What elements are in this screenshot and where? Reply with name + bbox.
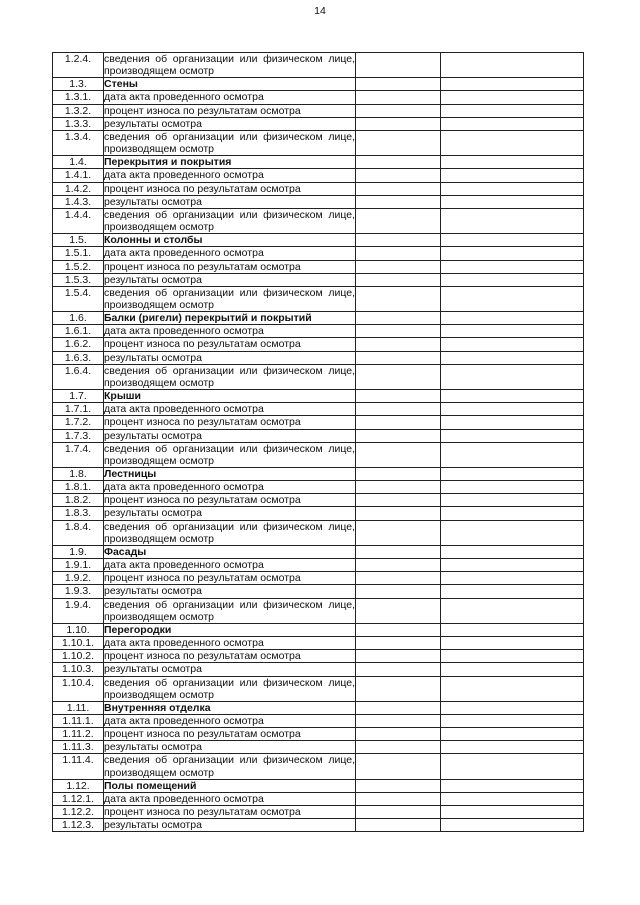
value-cell: [356, 416, 441, 429]
table-row: [53, 819, 584, 832]
row-description: сведения об организации или физическом лице, производящем осмотр: [104, 442, 355, 467]
table-row: [53, 182, 584, 195]
row-number: 1.11.2.: [53, 728, 104, 741]
row-description: процент износа по результатам осмотра: [104, 494, 356, 507]
row-number: 1.9.4.: [53, 598, 104, 623]
note-cell: [441, 247, 584, 260]
row-number: 1.11.3.: [53, 741, 104, 754]
row-number: 1.8.2.: [53, 494, 104, 507]
row-number: 1.9.1.: [53, 559, 104, 572]
row-number: 1.4.3.: [53, 195, 104, 208]
note-cell: [441, 169, 584, 182]
table-row: [53, 741, 584, 754]
row-number: 1.6.1.: [53, 325, 104, 338]
row-number: 1.9.: [53, 545, 104, 558]
value-cell: [356, 364, 441, 389]
table-row: [53, 650, 584, 663]
table-row: [53, 442, 584, 467]
section-row: [53, 234, 584, 247]
note-cell: [441, 260, 584, 273]
value-cell: [356, 351, 441, 364]
note-cell: [441, 78, 584, 91]
section-title: Лестницы: [104, 468, 356, 481]
note-cell: [441, 364, 584, 389]
row-number: 1.7.1.: [53, 403, 104, 416]
note-cell: [441, 598, 584, 623]
section-title: Балки (ригели) перекрытий и покрытий: [104, 312, 356, 325]
note-cell: [441, 507, 584, 520]
row-number: 1.3.1.: [53, 91, 104, 104]
row-number: 1.6.: [53, 312, 104, 325]
note-cell: [441, 104, 584, 117]
value-cell: [356, 701, 441, 714]
value-cell: [356, 286, 441, 311]
row-number: 1.5.2.: [53, 260, 104, 273]
note-cell: [441, 403, 584, 416]
section-title: Фасады: [104, 545, 356, 558]
note-cell: [441, 481, 584, 494]
row-description: сведения об организации или физическом лице, производящем осмотр: [104, 208, 355, 234]
value-cell: [356, 623, 441, 636]
row-description: результаты осмотра: [104, 195, 356, 208]
row-number: 1.6.2.: [53, 338, 104, 351]
row-description: результаты осмотра: [104, 429, 356, 442]
table-row: [53, 520, 584, 545]
value-cell: [356, 741, 441, 754]
section-row: [53, 468, 584, 481]
note-cell: [441, 545, 584, 558]
note-cell: [441, 390, 584, 403]
note-cell: [441, 351, 584, 364]
row-number: 1.8.: [53, 468, 104, 481]
note-cell: [441, 442, 584, 467]
table-row: [53, 325, 584, 338]
row-description: процент износа по результатам осмотра: [104, 182, 356, 195]
value-cell: [356, 273, 441, 286]
value-cell: [356, 260, 441, 273]
note-cell: [441, 792, 584, 805]
row-description: процент износа по результатам осмотра: [104, 260, 356, 273]
table-row: [53, 260, 584, 273]
row-description: дата акта проведенного осмотра: [104, 637, 356, 650]
row-number: 1.8.3.: [53, 507, 104, 520]
section-row: [53, 779, 584, 792]
row-number: 1.10.2.: [53, 650, 104, 663]
value-cell: [356, 247, 441, 260]
row-number: 1.11.4.: [53, 754, 104, 779]
inspection-table-body: [53, 53, 584, 832]
table-row: [53, 494, 584, 507]
table-row: [53, 91, 584, 104]
row-number: 1.3.: [53, 78, 104, 91]
note-cell: [441, 819, 584, 832]
table-row: [53, 273, 584, 286]
value-cell: [356, 468, 441, 481]
row-description: сведения об организации или физическом лице, производящем осмотр: [104, 364, 355, 389]
table-row: [53, 429, 584, 442]
row-number: 1.5.4.: [53, 286, 104, 311]
row-description: сведения об организации или физическом лице, производящем осмотр: [104, 53, 355, 78]
row-number: 1.4.: [53, 156, 104, 169]
row-number: 1.12.: [53, 779, 104, 792]
row-number: 1.5.: [53, 234, 104, 247]
row-number: 1.4.1.: [53, 169, 104, 182]
row-description: сведения об организации или физическом лице, производящем осмотр: [104, 520, 355, 545]
table-row: [53, 247, 584, 260]
note-cell: [441, 130, 584, 155]
value-cell: [356, 806, 441, 819]
table-row: [53, 598, 584, 623]
section-title: Внутренняя отделка: [104, 701, 356, 714]
value-cell: [356, 182, 441, 195]
note-cell: [441, 676, 584, 701]
value-cell: [356, 494, 441, 507]
table-row: [53, 364, 584, 389]
row-description: результаты осмотра: [104, 741, 356, 754]
row-description: сведения об организации или физическом лице, производящем осмотр: [104, 130, 355, 156]
note-cell: [441, 208, 584, 233]
value-cell: [356, 104, 441, 117]
table-row: [53, 572, 584, 585]
row-number: 1.8.4.: [53, 520, 104, 545]
note-cell: [441, 806, 584, 819]
note-cell: [441, 429, 584, 442]
section-title: Полы помещений: [104, 779, 356, 792]
note-cell: [441, 650, 584, 663]
value-cell: [356, 325, 441, 338]
row-description: результаты осмотра: [104, 819, 356, 832]
table-row: [53, 416, 584, 429]
note-cell: [441, 714, 584, 727]
value-cell: [356, 585, 441, 598]
value-cell: [356, 663, 441, 676]
value-cell: [356, 117, 441, 130]
row-number: 1.9.2.: [53, 572, 104, 585]
section-row: [53, 701, 584, 714]
row-number: 1.9.3.: [53, 585, 104, 598]
section-row: [53, 623, 584, 636]
row-number: 1.4.4.: [53, 208, 104, 233]
table-row: [53, 104, 584, 117]
value-cell: [356, 819, 441, 832]
row-description: процент износа по результатам осмотра: [104, 728, 356, 741]
table-row: [53, 728, 584, 741]
row-number: 1.4.2.: [53, 182, 104, 195]
row-description: сведения об организации или физическом лице, производящем осмотр: [104, 286, 355, 311]
row-number: 1.7.4.: [53, 442, 104, 467]
row-description: результаты осмотра: [104, 273, 356, 286]
table-row: [53, 637, 584, 650]
row-number: 1.6.3.: [53, 351, 104, 364]
table-row: [53, 208, 584, 233]
row-description: процент износа по результатам осмотра: [104, 806, 356, 819]
section-row: [53, 78, 584, 91]
section-title: Крыши: [104, 390, 356, 403]
row-description: процент износа по результатам осмотра: [104, 572, 356, 585]
note-cell: [441, 195, 584, 208]
note-cell: [441, 338, 584, 351]
row-number: 1.10.3.: [53, 663, 104, 676]
row-description: дата акта проведенного осмотра: [104, 559, 356, 572]
row-number: 1.11.1.: [53, 714, 104, 727]
table-row: [53, 117, 584, 130]
note-cell: [441, 53, 584, 78]
table-row: [53, 507, 584, 520]
value-cell: [356, 429, 441, 442]
value-cell: [356, 312, 441, 325]
row-number: 1.2.4.: [53, 53, 104, 78]
note-cell: [441, 182, 584, 195]
row-description: процент износа по результатам осмотра: [104, 104, 356, 117]
row-description: результаты осмотра: [104, 663, 356, 676]
note-cell: [441, 520, 584, 545]
note-cell: [441, 273, 584, 286]
row-description: дата акта проведенного осмотра: [104, 481, 356, 494]
row-description: процент износа по результатам осмотра: [104, 416, 356, 429]
value-cell: [356, 714, 441, 727]
value-cell: [356, 481, 441, 494]
row-description: дата акта проведенного осмотра: [104, 714, 356, 727]
section-row: [53, 390, 584, 403]
row-number: 1.5.3.: [53, 273, 104, 286]
row-number: 1.6.4.: [53, 364, 104, 389]
note-cell: [441, 572, 584, 585]
table-row: [53, 792, 584, 805]
row-number: 1.12.1.: [53, 792, 104, 805]
row-description: результаты осмотра: [104, 585, 356, 598]
row-number: 1.7.: [53, 390, 104, 403]
row-number: 1.3.3.: [53, 117, 104, 130]
table-row: [53, 403, 584, 416]
table-row: [53, 585, 584, 598]
table-row: [53, 676, 584, 701]
table-row: [53, 663, 584, 676]
row-number: 1.10.: [53, 623, 104, 636]
row-description: сведения об организации или физическом лице, производящем осмотр: [104, 754, 355, 779]
note-cell: [441, 741, 584, 754]
value-cell: [356, 91, 441, 104]
value-cell: [356, 728, 441, 741]
table-row: [53, 169, 584, 182]
note-cell: [441, 779, 584, 792]
section-title: Колонны и столбы: [104, 234, 356, 247]
value-cell: [356, 234, 441, 247]
note-cell: [441, 416, 584, 429]
row-description: результаты осмотра: [104, 507, 356, 520]
value-cell: [356, 559, 441, 572]
section-row: [53, 312, 584, 325]
row-description: дата акта проведенного осмотра: [104, 169, 356, 182]
table-row: [53, 559, 584, 572]
note-cell: [441, 325, 584, 338]
row-description: дата акта проведенного осмотра: [104, 403, 356, 416]
table-row: [53, 338, 584, 351]
section-title: Перегородки: [104, 623, 356, 636]
note-cell: [441, 234, 584, 247]
table-row: [53, 195, 584, 208]
value-cell: [356, 520, 441, 545]
row-number: 1.10.4.: [53, 676, 104, 701]
value-cell: [356, 442, 441, 467]
value-cell: [356, 195, 441, 208]
value-cell: [356, 676, 441, 701]
row-description: дата акта проведенного осмотра: [104, 792, 356, 805]
value-cell: [356, 403, 441, 416]
note-cell: [441, 728, 584, 741]
note-cell: [441, 559, 584, 572]
row-description: дата акта проведенного осмотра: [104, 325, 356, 338]
row-description: результаты осмотра: [104, 117, 356, 130]
section-title: Перекрытия и покрытия: [104, 156, 356, 169]
row-description: сведения об организации или физическом лице, производящем осмотр: [104, 598, 355, 623]
row-number: 1.11.: [53, 701, 104, 714]
table-row: [53, 130, 584, 155]
row-description: процент износа по результатам осмотра: [104, 338, 356, 351]
value-cell: [356, 156, 441, 169]
table-row: [53, 351, 584, 364]
row-number: 1.7.2.: [53, 416, 104, 429]
value-cell: [356, 598, 441, 623]
inspection-table: [52, 52, 584, 832]
table-row: [53, 286, 584, 311]
row-description: результаты осмотра: [104, 351, 356, 364]
value-cell: [356, 637, 441, 650]
row-number: 1.3.2.: [53, 104, 104, 117]
note-cell: [441, 754, 584, 779]
value-cell: [356, 754, 441, 779]
note-cell: [441, 156, 584, 169]
value-cell: [356, 792, 441, 805]
value-cell: [356, 545, 441, 558]
row-description: дата акта проведенного осмотра: [104, 247, 356, 260]
note-cell: [441, 701, 584, 714]
value-cell: [356, 78, 441, 91]
value-cell: [356, 53, 441, 78]
note-cell: [441, 312, 584, 325]
table-row: [53, 714, 584, 727]
table-row: [53, 806, 584, 819]
note-cell: [441, 91, 584, 104]
row-number: 1.5.1.: [53, 247, 104, 260]
value-cell: [356, 130, 441, 155]
row-number: 1.3.4.: [53, 130, 104, 155]
row-number: 1.7.3.: [53, 429, 104, 442]
note-cell: [441, 494, 584, 507]
note-cell: [441, 663, 584, 676]
row-description: процент износа по результатам осмотра: [104, 650, 356, 663]
section-row: [53, 156, 584, 169]
page-number: 14: [314, 5, 326, 17]
table-row: [53, 53, 584, 78]
note-cell: [441, 623, 584, 636]
row-description: сведения об организации или физическом лице, производящем осмотр: [104, 676, 355, 701]
note-cell: [441, 585, 584, 598]
note-cell: [441, 286, 584, 311]
note-cell: [441, 468, 584, 481]
table-row: [53, 481, 584, 494]
row-description: дата акта проведенного осмотра: [104, 91, 356, 104]
value-cell: [356, 208, 441, 233]
value-cell: [356, 169, 441, 182]
row-number: 1.12.3.: [53, 819, 104, 832]
section-title: Стены: [104, 78, 356, 91]
value-cell: [356, 507, 441, 520]
value-cell: [356, 650, 441, 663]
value-cell: [356, 779, 441, 792]
value-cell: [356, 390, 441, 403]
row-number: 1.10.1.: [53, 637, 104, 650]
note-cell: [441, 117, 584, 130]
table-row: [53, 754, 584, 779]
value-cell: [356, 572, 441, 585]
row-number: 1.8.1.: [53, 481, 104, 494]
row-number: 1.12.2.: [53, 806, 104, 819]
value-cell: [356, 338, 441, 351]
note-cell: [441, 637, 584, 650]
section-row: [53, 545, 584, 558]
